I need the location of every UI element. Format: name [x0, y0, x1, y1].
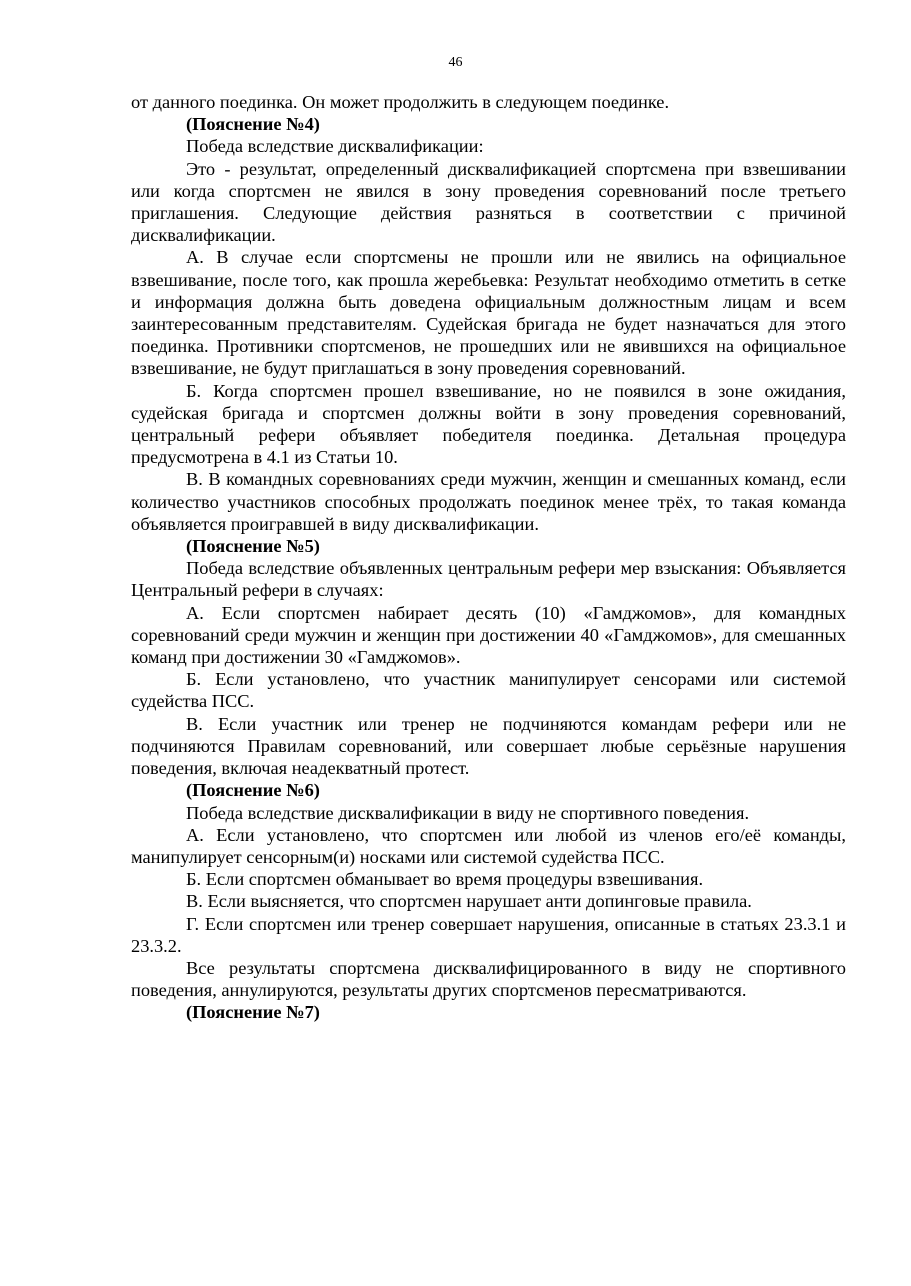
- paragraph-disqualification-definition: Это - результат, определенный дисквалификацией спортсмена при взвешивании или когда спортсмен не явился в зону проведения соревнований после третьего приглашения. Следующие действия разняться в соответствии с причиной дисквалификации.: [131, 158, 846, 246]
- document-body: [131, 91, 846, 1024]
- section-heading-explanation-7: (Пояснение №7): [186, 1002, 320, 1023]
- paragraph-penalties-intro: Победа вследствие объявленных центральным рефери мер взыскания: Объявляется Центральный рефери в случаях:: [131, 558, 846, 601]
- paragraph-item-a-weigh-in: А. В случае если спортсмены не прошли или не явились на официальное взвешивание, после того, как прошла жеребьевка: Результат необходимо отметить в сетке и информация должна быть доведена официальным должностным лицам и всем заинтересованным представителям. Судейская бригада не будет назначаться для этого поединка. Противники спортсменов, не прошедших или не явившихся на официальное взвешивание, не будут приглашаться в зону проведения соревнований.: [131, 247, 846, 379]
- paragraph-item-v-team-competitions: В. В командных соревнованиях среди мужчин, женщин и смешанных команд, если количество участников способных продолжать поединок менее трёх, то такая команда объявляется проигравшей в виду дисквалификации.: [131, 469, 846, 534]
- paragraph-item-b-weigh-in-fraud: Б. Если спортсмен обманывает во время процедуры взвешивания.: [186, 869, 704, 890]
- page-number: 46: [448, 55, 463, 70]
- section-heading-explanation-5: (Пояснение №5): [186, 536, 320, 557]
- paragraph-item-b-waiting-zone: Б. Когда спортсмен прошел взвешивание, но не появился в зоне ожидания, судейская бригада и спортсмен должны войти в зону проведения соревнований, центральный рефери объявляет победителя поединка. Детальная процедура предусмотрена в 4.1 из Статьи 10.: [131, 380, 846, 468]
- paragraph-item-a-manipulation: А. Если установлено, что спортсмен или любой из членов его/её команды, манипулирует сенсорным(и) носками или системой судейства ПСС.: [131, 824, 846, 867]
- paragraph-item-g-violations: Г. Если спортсмен или тренер совершает нарушения, описанные в статьях 23.3.1 и 23.3.2.: [131, 913, 846, 956]
- paragraph-item-v-doping: В. Если выясняется, что спортсмен нарушает анти допинговые правила.: [186, 891, 752, 912]
- section-heading-explanation-6: (Пояснение №6): [186, 780, 320, 801]
- section-heading-explanation-4: (Пояснение №4): [186, 114, 320, 135]
- paragraph-continuation: от данного поединка. Он может продолжить в следующем поединке.: [131, 92, 670, 112]
- paragraph-item-a-gamjeom: А. Если спортсмен набирает десять (10) «Гамджомов», для командных соревнований среди мужчин и женщин при достижении 40 «Гамджомов», для смешанных команд при достижении 30 «Гамджомов».: [131, 602, 846, 668]
- paragraph-disqualification-title: Победа вследствие дисквалификации:: [186, 136, 484, 157]
- paragraph-unsportsmanlike-intro: Победа вследствие дисквалификации в виду не спортивного поведения.: [186, 802, 750, 823]
- paragraph-item-b-sensors: Б. Если установлено, что участник манипулирует сенсорами или системой судейства ПСС.: [131, 669, 846, 712]
- paragraph-results-annulled: Все результаты спортсмена дисквалифицированного в виду не спортивного поведения, аннулируются, результаты других спортсменов пересматриваются.: [131, 957, 846, 1001]
- paragraph-item-v-commands: В. Если участник или тренер не подчиняются командам рефери или не подчиняются Правилам соревнований, или совершает любые серьёзные нарушения поведения, включая неадекватный протест.: [131, 713, 846, 779]
